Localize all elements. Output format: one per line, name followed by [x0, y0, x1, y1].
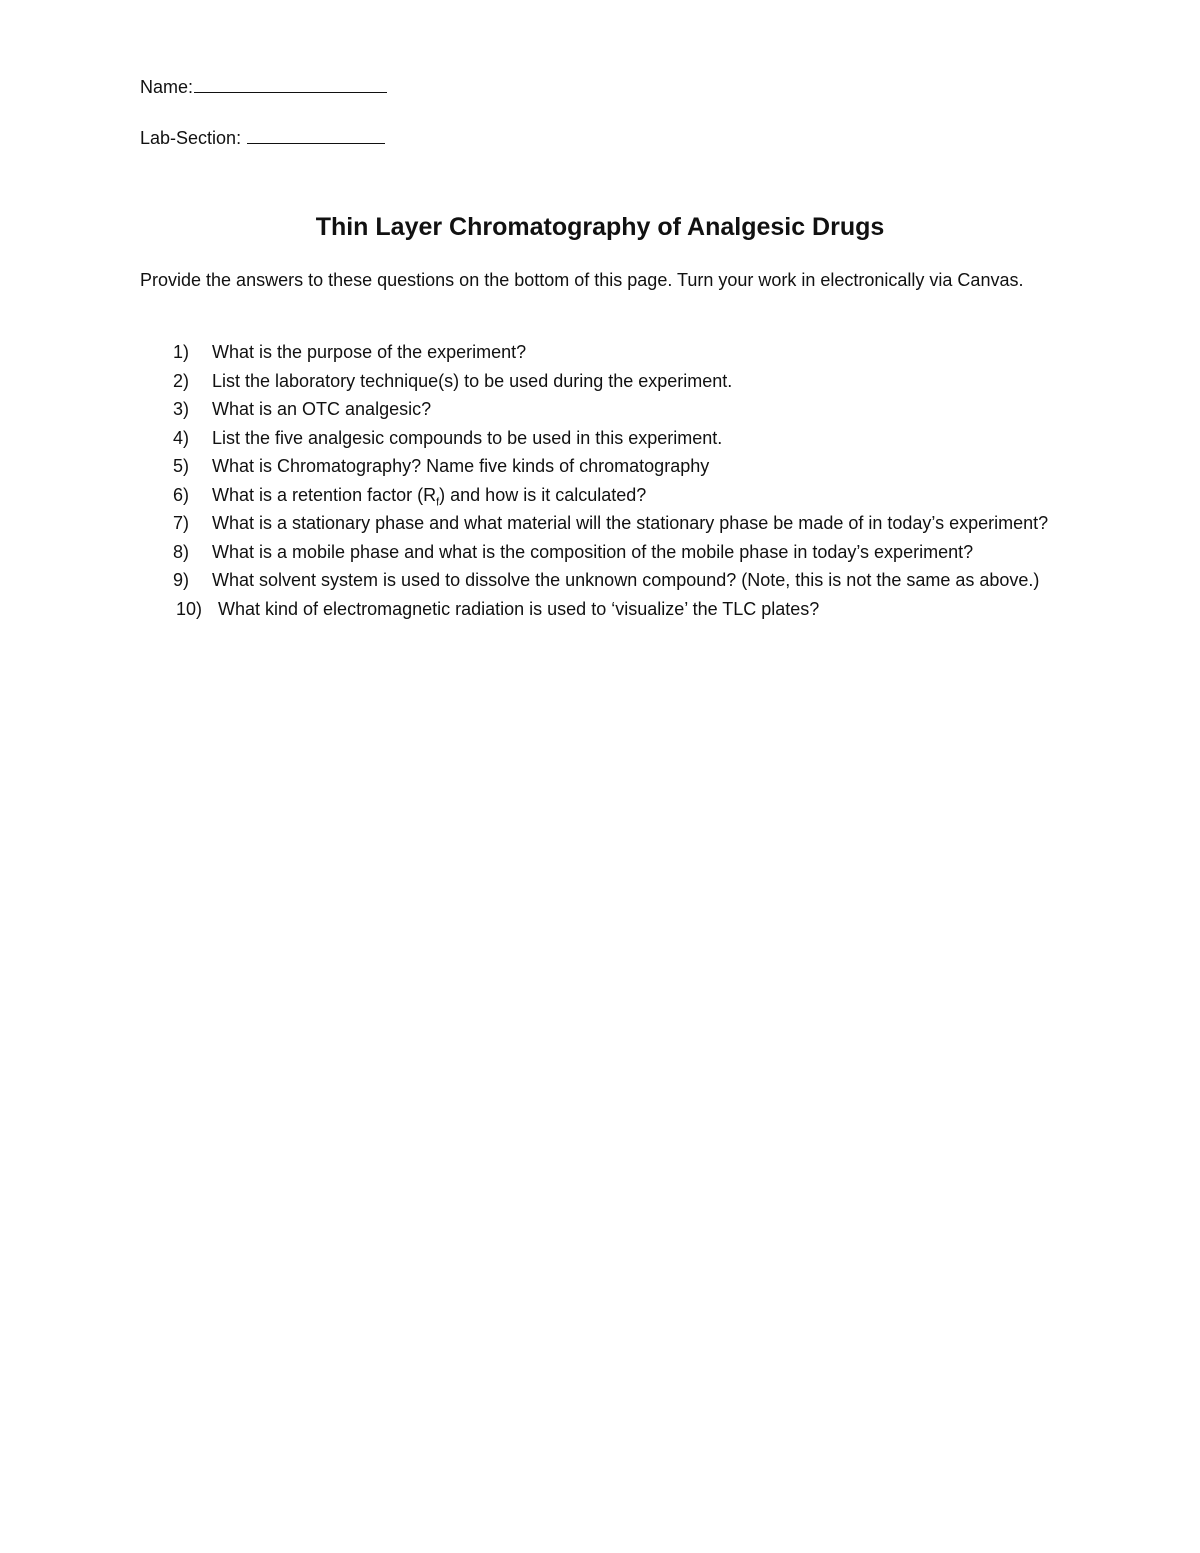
name-field [140, 75, 387, 99]
question-item [0, 338, 1200, 367]
question-item [0, 395, 1200, 424]
name-blank-line [194, 75, 387, 93]
question-number: 2) [173, 370, 190, 391]
question-text: What is a stationary phase and what material will the stationary phase be made of in today’s experiment? [212, 513, 1049, 533]
question-text: What is Chromatography? Name five kinds of chromatography [212, 456, 710, 476]
question-item [0, 424, 1200, 453]
question-number: 5) [173, 456, 190, 476]
page-title: Thin Layer Chromatography of Analgesic Drugs [315, 213, 885, 241]
question-text: What kind of electromagnetic radiation is used to ‘visualize’ the TLC plates? [218, 598, 820, 619]
question-number: 7) [173, 513, 190, 533]
lab-section-label: Lab-Section: [140, 128, 242, 148]
question-text-start: What is a retention factor (R [212, 484, 437, 505]
question-text: List the laboratory technique(s) to be used during the experiment. [212, 370, 733, 391]
name-label: Name: [140, 77, 194, 97]
lab-section-blank-line [247, 126, 385, 144]
question-text: What is a mobile phase and what is the composition of the mobile phase in today’s experiment? [212, 541, 974, 562]
lab-section-field [140, 126, 385, 150]
question-list [0, 338, 1200, 623]
question-number: 10) [176, 598, 203, 619]
question-number: 8) [173, 541, 190, 562]
question-text: List the five analgesic compounds to be used in this experiment. [212, 427, 723, 448]
question-text [212, 481, 1062, 510]
question-number: 6) [173, 484, 190, 505]
question-item [0, 481, 1200, 510]
question-text: What solvent system is used to dissolve the unknown compound? (Note, this is not the same as above.) [212, 570, 1040, 590]
question-item [0, 452, 1200, 481]
rf-subscript: f [436, 496, 440, 509]
question-number: 4) [173, 427, 190, 448]
question-number: 1) [173, 342, 190, 362]
question-text: What is an OTC analgesic? [212, 399, 432, 419]
question-number: 9) [173, 570, 190, 590]
question-item [0, 367, 1200, 396]
question-item [0, 595, 1200, 624]
question-text: What is the purpose of the experiment? [212, 342, 527, 362]
question-item [0, 538, 1200, 567]
question-item [0, 566, 1200, 595]
question-item [0, 509, 1200, 538]
question-text-end: ) and how is it calculated? [439, 484, 647, 505]
instructions-paragraph: Provide the answers to these questions on the bottom of this page. Turn your work in electronically via Canvas. [140, 270, 1024, 290]
question-number: 3) [173, 399, 190, 419]
